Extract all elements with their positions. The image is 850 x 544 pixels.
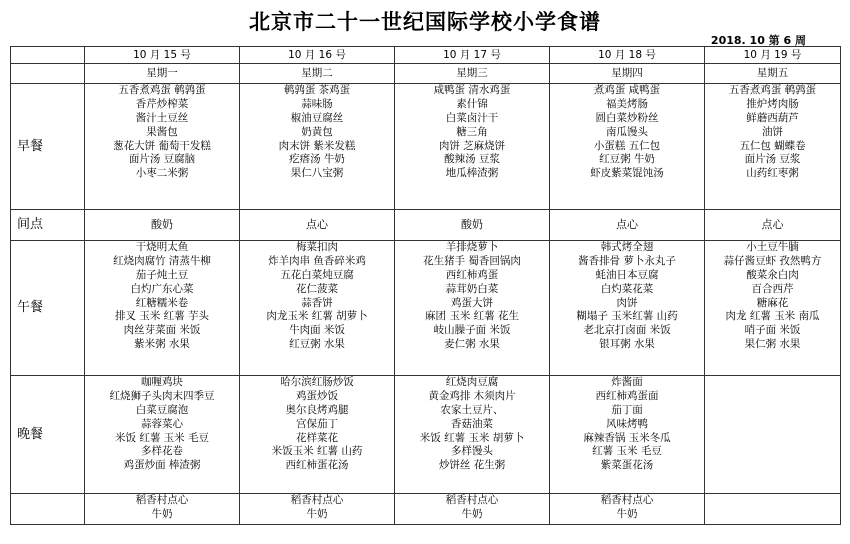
menu-item: 蒜味肠 (301, 97, 333, 110)
menu-item: 银耳粥 水果 (599, 338, 655, 351)
menu-item: 炸羊肉串 鱼香碎米鸡 (268, 254, 366, 267)
breakfast-cell (705, 84, 841, 210)
menu-item: 蒜香饼 (301, 296, 333, 309)
mid-snack-row (11, 210, 841, 241)
day-weekday-cell: 星期三 (395, 64, 550, 84)
menu-item: 牛奶 (461, 507, 483, 520)
menu-item: 西红柿鸡蛋 (445, 268, 499, 281)
menu-item: 牛肉面 米饭 (289, 324, 345, 337)
menu-item: 肉饼 (616, 296, 638, 309)
menu-item: 疙瘩汤 牛奶 (289, 153, 345, 166)
mid-snack-cell: 点心 (240, 210, 395, 241)
menu-item: 稻香村点心 (600, 494, 654, 506)
meal-label-breakfast: 早餐 (11, 84, 69, 210)
menu-item: 鸡蛋炒饭 (296, 389, 338, 402)
menu-item: 米饭 红薯 玉米 胡萝卜 (419, 431, 525, 444)
menu-item: 白灼广东心菜 (130, 282, 194, 295)
menu-item: 香菇油菜 (451, 417, 493, 430)
menu-item: 蒜蓉菜心 (141, 417, 183, 430)
menu-item: 小枣二米粥 (135, 167, 189, 180)
menu-item: 花生猪手 蜀香回锅肉 (423, 254, 521, 267)
lunch-cell (550, 241, 705, 376)
day-weekday-cell: 星期五 (705, 64, 841, 84)
snack-cell (395, 494, 550, 525)
menu-item: 牛奶 (306, 507, 328, 520)
evening-snack-row (11, 494, 841, 525)
menu-item: 小土豆牛腩 (746, 241, 799, 253)
menu-item: 岐山臊子面 米饭 (433, 324, 511, 337)
menu-item: 酱汁土豆丝 (135, 111, 189, 124)
menu-item: 干烧明太鱼 (135, 241, 189, 253)
menu-item: 五香煮鸡蛋 鹌鹑蛋 (728, 84, 817, 96)
menu-item: 红糖糯米卷 (135, 296, 189, 309)
menu-item: 农家土豆片、 (440, 403, 504, 416)
menu-item: 虾皮紫菜馄饨汤 (590, 167, 664, 180)
menu-item: 福美烤肠 (606, 97, 648, 110)
menu-item: 米饭 红薯 玉米 毛豆 (114, 431, 209, 444)
day-date-cell: 10 月 19 号 (705, 47, 841, 64)
page-title: 北京市二十一世纪国际学校小学食谱 (249, 10, 601, 34)
spacer-cell (69, 241, 85, 376)
menu-item: 煮鸡蛋 咸鸭蛋 (593, 84, 661, 96)
menu-item: 小蛋糕 五仁包 (593, 139, 661, 152)
menu-item: 百合西芹 (751, 282, 794, 295)
breakfast-cell (85, 84, 240, 210)
menu-item: 面片汤 豆腐脑 (128, 153, 196, 166)
menu-item: 稻香村点心 (135, 494, 189, 506)
menu-item: 白菜豆腐泡 (135, 403, 189, 416)
menu-item: 糊塌子 玉米红薯 山药 (576, 310, 678, 323)
spacer-cell (69, 84, 85, 210)
menu-item: 宫保茄丁 (296, 417, 338, 430)
menu-item: 鹌鹑蛋 茶鸡蛋 (283, 84, 351, 96)
meal-label-mid: 间点 (11, 210, 69, 241)
spacer-cell (69, 210, 85, 241)
lunch-cell (395, 241, 550, 376)
day-date-cell: 10 月 15 号 (85, 47, 240, 64)
menu-item: 红烧肉腐竹 清蒸牛柳 (113, 254, 211, 267)
menu-item: 多样花卷 (141, 445, 183, 458)
menu-item: 香芹炒榨菜 (135, 97, 189, 110)
weekday-row (11, 64, 841, 84)
menu-item: 紫菜蛋花汤 (600, 459, 654, 472)
menu-item: 哨子面 米饭 (744, 324, 801, 337)
menu-item: 蒜茸奶白菜 (445, 282, 499, 295)
menu-item: 五仁包 蝴蝶卷 (739, 139, 806, 152)
meal-label-empty (11, 47, 69, 64)
menu-item: 素什锦 (456, 97, 488, 110)
date-week-label: 2018. 10 第 6 周 (710, 34, 806, 47)
menu-item: 炸酱面 (611, 376, 643, 388)
menu-item: 白菜卤汁干 (445, 111, 499, 124)
menu-item: 圆白菜炒粉丝 (595, 111, 659, 124)
menu-item: 果酱包 (146, 125, 178, 138)
dinner-cell (550, 376, 705, 494)
snack-cell (240, 494, 395, 525)
menu-item: 麻辣香锅 玉米冬瓜 (583, 431, 671, 444)
menu-item: 紫米粥 水果 (134, 338, 190, 351)
breakfast-cell (395, 84, 550, 210)
menu-item: 奶黄包 (301, 125, 333, 138)
menu-item: 米饭玉米 红薯 山药 (271, 445, 363, 458)
menu-item: 蚝油日本豆腐 (595, 268, 659, 281)
meal-label-empty (11, 64, 69, 84)
menu-item: 多样馒头 (451, 445, 493, 458)
mid-snack-cell: 点心 (550, 210, 705, 241)
menu-item: 油饼 (762, 125, 783, 138)
menu-item: 羊排烧萝卜 (445, 241, 499, 253)
menu-item: 红薯 玉米 毛豆 (592, 445, 662, 458)
menu-item: 地瓜棒渣粥 (445, 167, 499, 180)
menu-item: 五香煮鸡蛋 鹌鹑蛋 (118, 84, 206, 96)
menu-item: 奥尔良烤鸡腿 (285, 403, 349, 416)
menu-item: 西红柿鸡蛋面 (595, 389, 659, 402)
menu-item: 五花白菜炖豆腐 (280, 268, 354, 281)
meal-label-lunch: 午餐 (11, 241, 69, 376)
menu-item: 红烧肉豆腐 (445, 376, 499, 388)
menu-item: 糖麻花 (756, 296, 789, 309)
breakfast-row (11, 84, 841, 210)
mid-snack-cell: 酸奶 (85, 210, 240, 241)
menu-item: 肉丝芽菜面 米饭 (123, 324, 201, 337)
dinner-cell (85, 376, 240, 494)
lunch-row (11, 241, 841, 376)
menu-item: 哈尔滨红肠炒饭 (280, 376, 354, 388)
menu-item: 肉龙 红薯 玉米 南瓜 (725, 310, 820, 323)
menu-item: 稻香村点心 (290, 494, 344, 506)
menu-item: 排叉 玉米 红薯 芋头 (114, 310, 209, 323)
dinner-cell (705, 376, 841, 494)
menu-item: 肉饼 芝麻烧饼 (438, 139, 506, 152)
menu-item: 果仁八宝粥 (290, 167, 344, 180)
menu-item: 牛奶 (616, 507, 638, 520)
menu-item: 糖三角 (456, 125, 488, 138)
menu-item: 西红柿蛋花汤 (285, 459, 349, 472)
menu-table (10, 46, 841, 525)
menu-item: 咸鸭蛋 清水鸡蛋 (433, 84, 511, 96)
menu-item: 韩式烤全翅 (600, 241, 654, 253)
dinner-cell (240, 376, 395, 494)
menu-item: 鸡蛋大饼 (451, 296, 493, 309)
menu-item: 稻香村点心 (445, 494, 499, 506)
snack-cell (705, 494, 841, 525)
menu-item: 花仁菠菜 (296, 282, 338, 295)
menu-item: 椒油豆腐丝 (290, 111, 344, 124)
day-date-cell: 10 月 17 号 (395, 47, 550, 64)
menu-item: 红豆粥 水果 (289, 338, 345, 351)
menu-item: 红烧狮子头肉末四季豆 (109, 389, 215, 402)
day-weekday-cell: 星期二 (240, 64, 395, 84)
day-date-cell: 10 月 18 号 (550, 47, 705, 64)
lunch-cell (85, 241, 240, 376)
spacer-cell (69, 494, 85, 525)
menu-item: 鲜蘑西葫芦 (746, 111, 799, 124)
spacer-cell (69, 376, 85, 494)
menu-item: 蒜仔酱豆虾 孜然鸭方 (723, 254, 822, 267)
menu-item: 梅菜扣肉 (296, 241, 338, 253)
day-weekday-cell: 星期四 (550, 64, 705, 84)
spacer-cell (69, 47, 85, 64)
lunch-cell (240, 241, 395, 376)
snack-cell (85, 494, 240, 525)
menu-item: 酱香排骨 萝卜永丸子 (578, 254, 676, 267)
menu-item: 推炉烤肉肠 (746, 97, 799, 110)
menu-item: 花样菜花 (296, 431, 338, 444)
date-row (11, 47, 841, 64)
menu-item: 咖喱鸡块 (141, 376, 183, 388)
menu-item: 白灼菜花菜 (600, 282, 654, 295)
menu-item: 老北京打卤面 米饭 (583, 324, 671, 337)
day-weekday-cell: 星期一 (85, 64, 240, 84)
dinner-row (11, 376, 841, 494)
menu-item: 麻团 玉米 红薯 花生 (424, 310, 519, 323)
menu-item: 黄金鸡排 木须肉片 (428, 389, 516, 402)
menu-item: 麦仁粥 水果 (444, 338, 500, 351)
meal-label-dinner: 晚餐 (11, 376, 69, 494)
menu-item: 茄子炖土豆 (135, 268, 189, 281)
menu-item: 红豆粥 牛奶 (599, 153, 655, 166)
mid-snack-cell: 酸奶 (395, 210, 550, 241)
lunch-cell (705, 241, 841, 376)
menu-item: 山药红枣粥 (746, 167, 799, 180)
breakfast-cell (240, 84, 395, 210)
menu-item: 肉末饼 紫米发糕 (278, 139, 356, 152)
menu-item: 葱花大饼 葡萄干发糕 (113, 139, 211, 152)
menu-item: 炒饼丝 花生粥 (438, 459, 506, 472)
spacer-cell (69, 64, 85, 84)
menu-item: 果仁粥 水果 (744, 338, 801, 351)
menu-item: 肉龙玉米 红薯 胡萝卜 (266, 310, 368, 323)
menu-item: 茄丁面 (611, 403, 643, 416)
menu-item: 酸菜氽白肉 (746, 268, 799, 281)
breakfast-cell (550, 84, 705, 210)
menu-item: 酸辣汤 豆浆 (444, 153, 500, 166)
day-date-cell: 10 月 16 号 (240, 47, 395, 64)
snack-cell (550, 494, 705, 525)
menu-item: 鸡蛋炒面 棒渣粥 (123, 459, 201, 472)
dinner-cell (395, 376, 550, 494)
menu-item: 牛奶 (151, 507, 173, 520)
menu-item: 风味烤鸭 (606, 417, 648, 430)
menu-item: 南瓜馒头 (606, 125, 648, 138)
meal-label-empty (11, 494, 69, 525)
mid-snack-cell: 点心 (705, 210, 841, 241)
menu-item: 面片汤 豆浆 (744, 153, 801, 166)
